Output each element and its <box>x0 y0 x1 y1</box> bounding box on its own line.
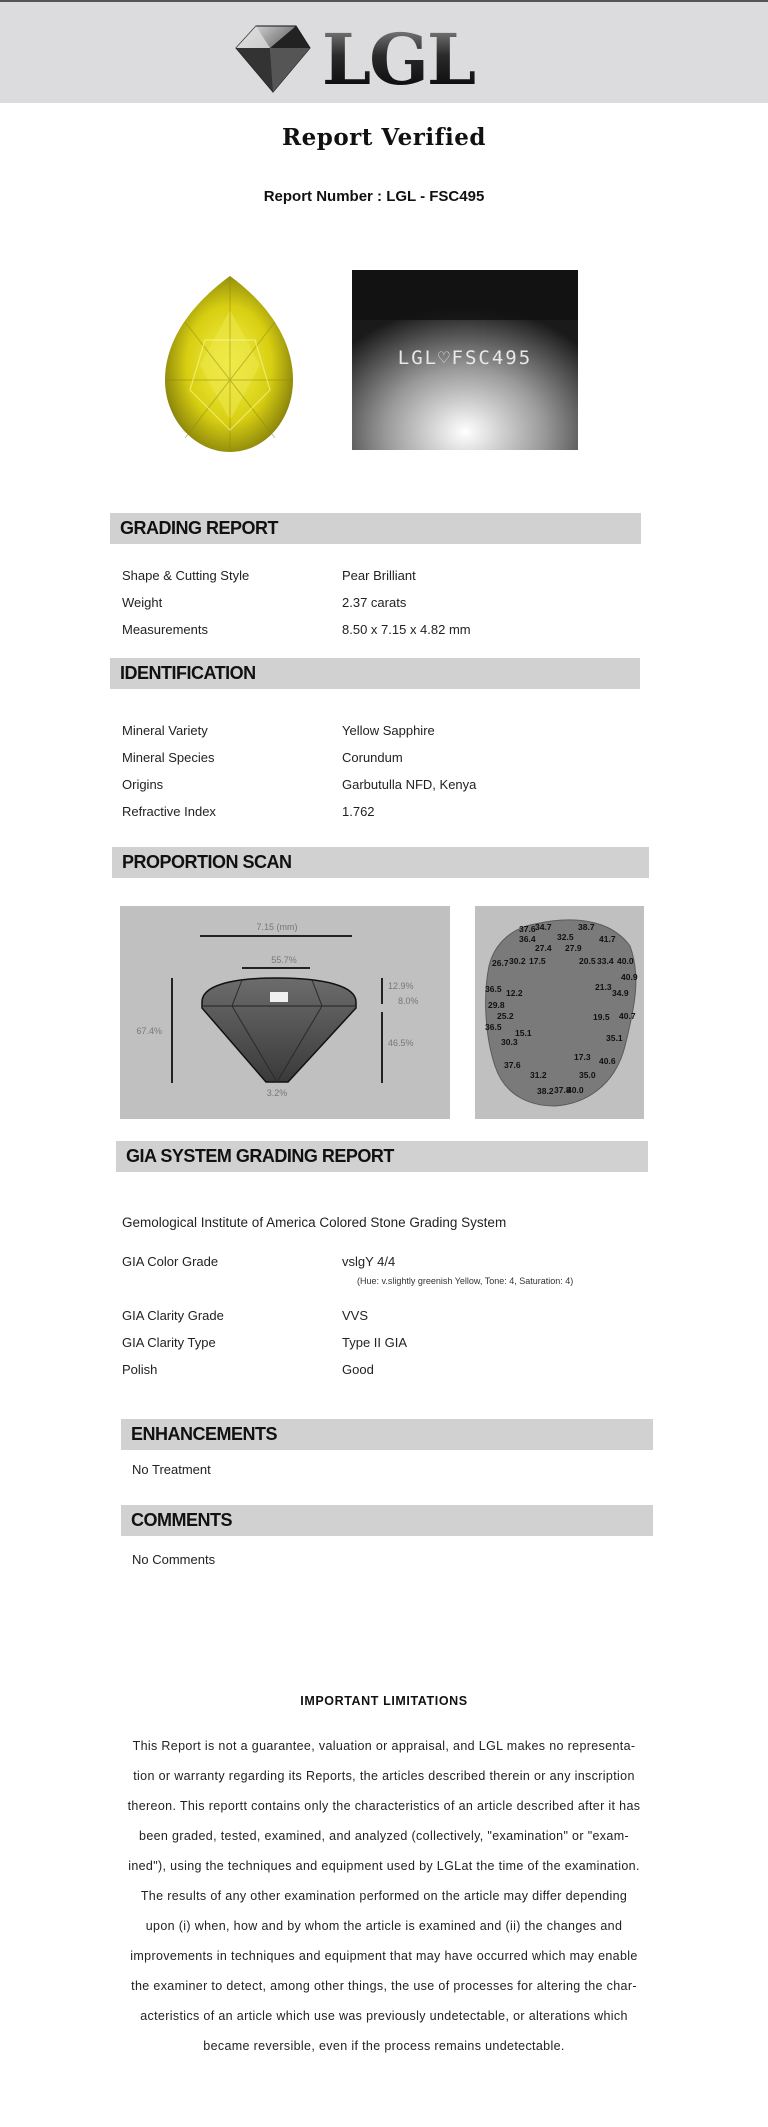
shape-label: Shape & Cutting Style <box>122 568 250 583</box>
origins-value: Garbutulla NFD, Kenya <box>342 777 477 792</box>
top-view-value: 17.5 <box>529 956 546 966</box>
report-number: Report Number : LGL - FSC495 <box>263 188 485 205</box>
mineral-variety-label: Mineral Variety <box>122 723 208 738</box>
top-view-value: 36.4 <box>519 934 536 944</box>
limitations-line: The results of any other examination performed on the article may differ depending <box>140 1889 628 1903</box>
gia-clarity-type-label: GIA Clarity Type <box>122 1335 216 1350</box>
limitations-line: thereon. This reportt contains only the characteristics of an article described after it has <box>127 1799 641 1813</box>
top-view-value: 36.5 <box>485 984 502 994</box>
svg-text:55.7%: 55.7% <box>271 955 297 965</box>
top-view-value: 20.5 <box>579 956 596 966</box>
top-view-value: 40.0 <box>567 1085 584 1095</box>
proportion-side-diagram <box>120 906 450 1119</box>
mineral-species-value: Corundum <box>342 750 403 765</box>
top-view-value: 27.4 <box>535 943 552 953</box>
gia-color-grade-value: vslgY 4/4 <box>342 1254 396 1269</box>
svg-text:8.0%: 8.0% <box>398 996 419 1006</box>
top-view-value: 29.8 <box>488 1000 505 1010</box>
limitations-line: upon (i) when, how and by whom the article is examined and (ii) the changes and <box>145 1919 623 1933</box>
svg-text:46.5%: 46.5% <box>388 1038 414 1048</box>
svg-text:LGL♡FSC495: LGL♡FSC495 <box>397 347 533 369</box>
top-view-value: 34.7 <box>535 922 552 932</box>
shape-value: Pear Brilliant <box>342 568 416 583</box>
top-view-value: 33.4 <box>597 956 614 966</box>
diamond-logo-icon <box>230 14 500 98</box>
polish-value: Good <box>342 1362 374 1377</box>
top-view-value: 35.1 <box>606 1033 623 1043</box>
top-view-value: 17.3 <box>574 1052 591 1062</box>
gemstone-photo <box>135 270 325 460</box>
weight-value: 2.37 carats <box>342 595 407 610</box>
top-view-value: 38.7 <box>578 922 595 932</box>
limitations-line: acteristics of an article which use was previously undetectable, or alterations which <box>140 2009 628 2023</box>
top-view-value: 31.2 <box>530 1070 547 1080</box>
origins-label: Origins <box>122 777 164 792</box>
enhancements-value: No Treatment <box>132 1462 211 1477</box>
limitations-line: tion or warranty regarding its Reports, the articles described therein or any inscription <box>133 1769 635 1783</box>
top-view-value: 21.3 <box>595 982 612 992</box>
gia-clarity-grade-label: GIA Clarity Grade <box>122 1308 224 1323</box>
refractive-index-label: Refractive Index <box>122 804 216 819</box>
top-view-value: 34.9 <box>612 988 629 998</box>
limitations-line: This Report is not a guarantee, valuation or appraisal, and LGL makes no representa- <box>132 1739 636 1753</box>
gia-subtitle: Gemological Institute of America Colored Stone Grading System <box>122 1215 507 1230</box>
lgl-logo <box>230 14 500 98</box>
top-view-value: 37.8 <box>554 1085 571 1095</box>
svg-text:3.2%: 3.2% <box>266 1088 288 1098</box>
top-view-value: 19.5 <box>593 1012 610 1022</box>
svg-text:67.4%: 67.4% <box>136 1026 162 1036</box>
top-view-value: 40.6 <box>599 1056 616 1066</box>
measurements-label: Measurements <box>122 622 208 637</box>
enhancements-header: ENHANCEMENTS <box>121 1419 653 1450</box>
top-view-value: 38.2 <box>537 1086 554 1096</box>
grading-report-header: GRADING REPORT <box>110 513 641 544</box>
top-view-value: 12.2 <box>506 988 523 998</box>
laser-inscription-photo <box>352 270 578 450</box>
svg-text:12.9%: 12.9% <box>388 981 414 991</box>
top-view-value: 32.5 <box>557 932 574 942</box>
limitations-line: ined"), using the techniques and equipment used by LGLat the time of the examination. <box>128 1859 640 1873</box>
top-view-value: 30.2 <box>509 956 526 966</box>
limitations-line: became reversible, even if the process remains undetectable. <box>203 2039 565 2053</box>
mineral-species-label: Mineral Species <box>122 750 215 765</box>
top-view-value: 15.1 <box>515 1028 532 1038</box>
mineral-variety-value: Yellow Sapphire <box>342 723 435 738</box>
limitations-title: IMPORTANT LIMITATIONS <box>300 1694 468 1708</box>
refractive-index-value: 1.762 <box>342 804 375 819</box>
comments-value: No Comments <box>132 1552 216 1567</box>
polish-label: Polish <box>122 1362 158 1377</box>
top-view-value: 40.7 <box>619 1011 636 1021</box>
gia-clarity-type-value: Type II GIA <box>342 1335 408 1350</box>
gia-clarity-grade-value: VVS <box>342 1308 369 1323</box>
gia-report-header: GIA SYSTEM GRADING REPORT <box>116 1141 648 1172</box>
measurements-value: 8.50 x 7.15 x 4.82 mm <box>342 622 471 637</box>
top-view-value: 41.7 <box>599 934 616 944</box>
proportion-scan-header: PROPORTION SCAN <box>112 847 649 878</box>
page-title: Report Verified <box>282 124 486 151</box>
top-view-value: 30.3 <box>501 1037 518 1047</box>
weight-label: Weight <box>122 595 163 610</box>
top-view-value: 40.0 <box>617 956 634 966</box>
top-view-value: 36.5 <box>485 1022 502 1032</box>
color-grade-note: (Hue: v.slightly greenish Yellow, Tone: 4, Saturation: 4) <box>357 1276 574 1286</box>
top-view-value: 26.7 <box>492 958 509 968</box>
comments-header: COMMENTS <box>121 1505 653 1536</box>
limitations-line: been graded, tested, examined, and analyzed (collectively, "examination" or "exam- <box>139 1829 629 1843</box>
proportion-top-diagram <box>475 906 644 1119</box>
identification-header: IDENTIFICATION <box>110 658 640 689</box>
top-view-value: 37.6 <box>519 924 536 934</box>
svg-text:7.15 (mm): 7.15 (mm) <box>256 922 298 932</box>
gia-color-grade-label: GIA Color Grade <box>122 1254 219 1269</box>
top-view-value: 37.6 <box>504 1060 521 1070</box>
top-view-value: 40.9 <box>621 972 638 982</box>
limitations-line: improvements in techniques and equipment that may have occurred which may enable <box>130 1949 638 1963</box>
header-banner <box>0 0 768 103</box>
svg-text:LGL: LGL <box>321 18 475 98</box>
limitations-line: the examiner to detect, among other things, the use of processes for altering the char- <box>131 1979 637 1993</box>
top-view-value: 25.2 <box>497 1011 514 1021</box>
top-view-value: 35.0 <box>579 1070 596 1080</box>
limitations-text <box>118 1731 650 2061</box>
top-view-value: 27.9 <box>565 943 582 953</box>
